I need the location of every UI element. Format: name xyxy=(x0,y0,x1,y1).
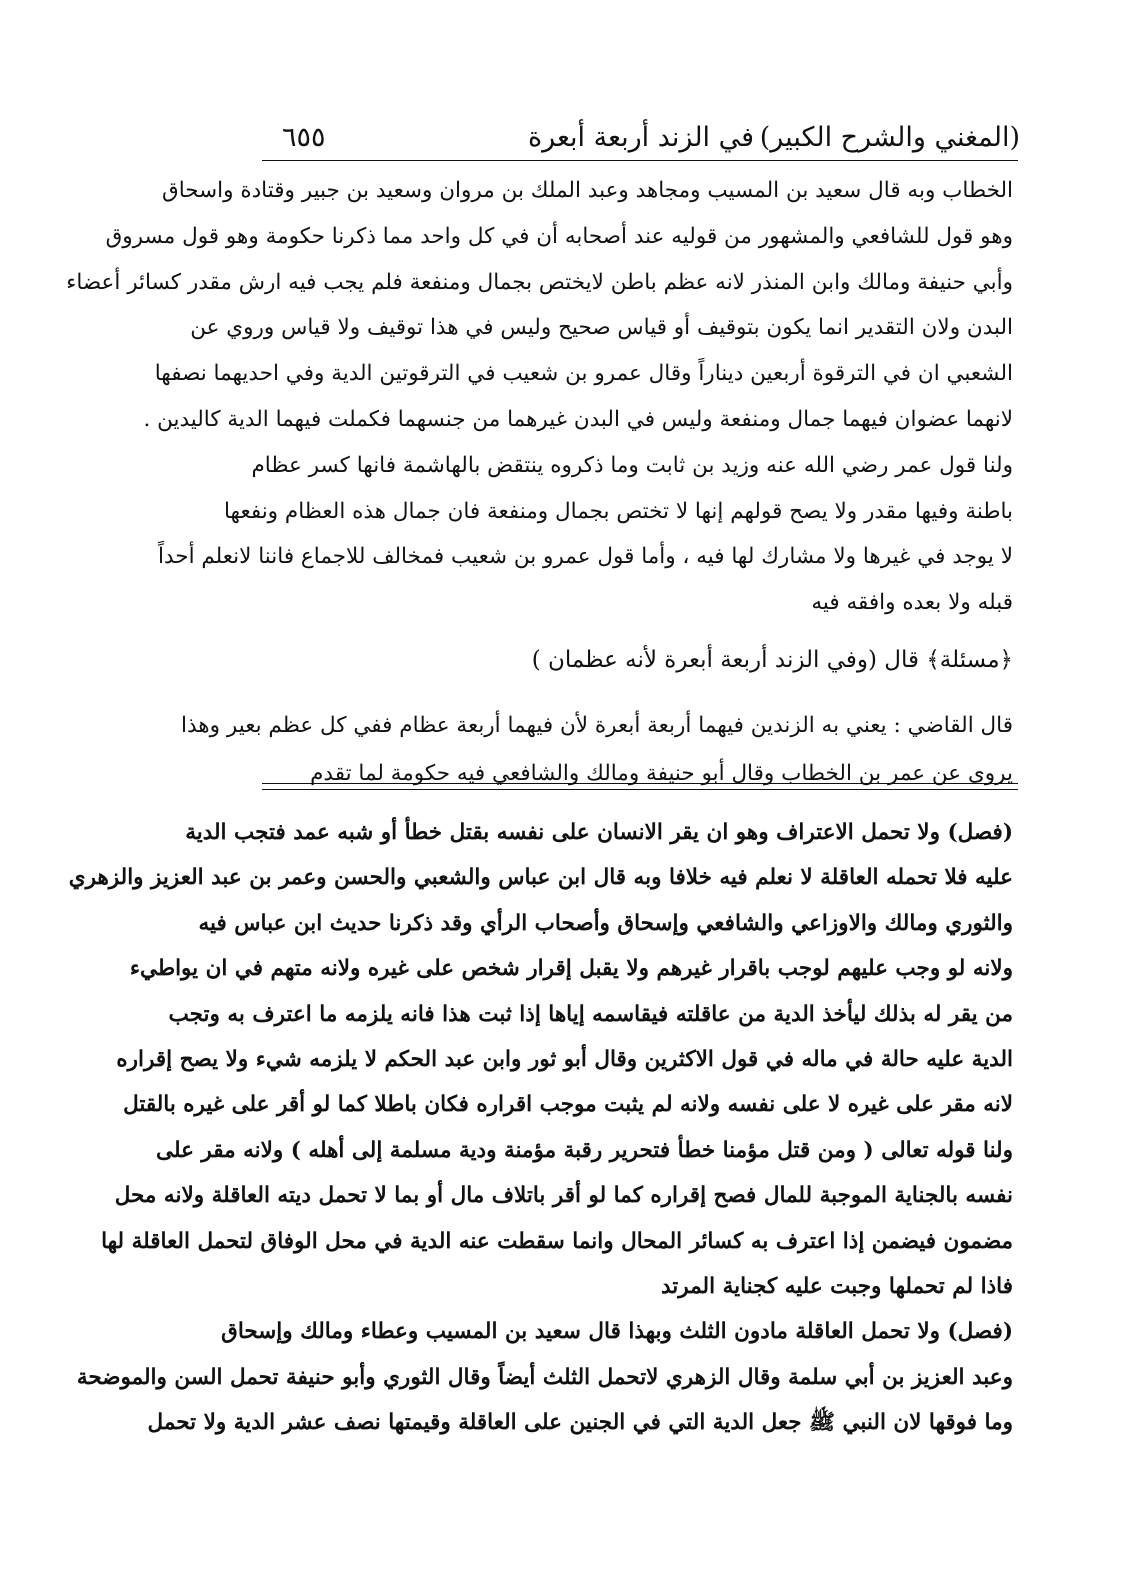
text-line: مضمون فيضمن إذا اعترف به كسائر المحال وانما سقطت عنه الدية في محل الوفاق لتحمل العاقلة لها xyxy=(101,1228,1013,1254)
text-line: عليه فلا تحمله العاقلة لا نعلم فيه خلافا وبه قال ابن عباس والشعبي والحسن وعمر بن عبد العزيز والزهري xyxy=(68,865,1013,891)
book-title: (المغني والشرح الكبير) xyxy=(759,122,1020,153)
text-line: الخطاب وبه قال سعيد بن المسيب ومجاهد وعبد الملك بن مروان وسعيد بن جبير وقتادة واسحاق xyxy=(162,178,1013,203)
text-line: ولنا قوله تعالى ( ومن قتل مؤمنا خطأ فتحرير رقبة مؤمنة ودية مسلمة إلى أهله ) ولانه مقر على xyxy=(156,1137,1013,1163)
main-text-upper xyxy=(66,168,1013,626)
text-line: نفسه بالجناية الموجبة للمال فصح إقراره كما لو أقر باتلاف مال أو بما لا تحمل ديته العاقلة ولانه محل xyxy=(114,1183,1013,1209)
header-rule xyxy=(262,160,1018,161)
text-line: البدن ولان التقدير انما يكون بتوقيف أو قياس صحيح وليس في هذا توقيف ولا قياس وروي عن xyxy=(190,315,1013,341)
text-line: الدية عليه حالة في ماله في قول الاكثرين وقال أبو ثور وابن عبد الحكم لا يلزمه شيء ولا يصح إقراره xyxy=(116,1046,1013,1072)
text-line: فاذا لم تحملها وجبت عليه كجناية المرتد xyxy=(661,1273,1013,1299)
text-line: يروى عن عمر بن الخطاب وقال أبو حنيفة ومالك والشافعي فيه حكومة لما تقدم xyxy=(310,761,1013,786)
text-line: وأبي حنيفة ومالك وابن المنذر لانه عظم باطن لايختص بجمال ومنفعة فلم يجب فيه ارش مقدر كسائر أعضاء xyxy=(66,269,1013,295)
page-number: ٦٥٥ xyxy=(282,122,326,153)
text-line: الشعبي ان في الترقوة أربعين ديناراً وقال عمرو بن شعيب في الترقوتين الدية وفي احديهما نصفها xyxy=(154,361,1013,387)
text-line: ولنا قول عمر رضي الله عنه وزيد بن ثابت وما ذكروه ينتقض بالهاشمة فانها كسر عظام xyxy=(251,452,1013,478)
text-line: قال القاضي : يعني به الزندين فيهما أربعة أبعرة لأن فيهما أربعة عظام ففي كل عظم بعير وهذا xyxy=(181,713,1013,738)
text-line: (فصل) ولا تحمل العاقلة مادون الثلث وبهذا قال سعيد بن المسيب وعطاء ومالك وإسحاق xyxy=(221,1319,1013,1345)
running-topic: في الزند أربعة أبعرة xyxy=(527,122,755,153)
text-line: وهو قول للشافعي والمشهور من قوليه عند أصحابه أن في كل واحد مما ذكرنا حكومة وهو قول مسروق xyxy=(105,223,1013,249)
text-line: باطنة وفيها مقدر ولا يصح قولهم إنها لا تختص بجمال ومنفعة فان جمال هذه العظام ونفعها xyxy=(223,498,1013,524)
text-line: وما فوقها لان النبي ﷺ جعل الدية التي في الجنين على العاقلة وقيمتها نصف عشر الدية ولا تحمل xyxy=(147,1410,1013,1436)
text-line: والثوري ومالك والاوزاعي والشافعي وإسحاق وأصحاب الرأي وقد ذكرنا حديث ابن عباس فيه xyxy=(198,910,1013,936)
main-text-lower xyxy=(68,810,1013,1445)
text-line: لا يوجد في غيرها ولا مشارك لها فيه ، وأما قول عمرو بن شعيب فمخالف للاجماع فاننا لانعلم أحداً xyxy=(158,544,1013,570)
masala-heading: ﴿مسئلة﴾ قال (وفي الزند أربعة أبعرة لأنه عظمان ) xyxy=(531,647,1013,673)
text-line: لانه مقر على غيره لا على نفسه ولانه لم يثبت موجب اقراره فكان باطلا كما لو أقر على غيره بالقتل xyxy=(123,1092,1013,1118)
text-line: قبله ولا بعده وافقه فيه xyxy=(811,590,1013,616)
text-line: وعبد العزيز بن أبي سلمة وقال الزهري لاتحمل الثلث أيضاً وقال الثوري وأبو حنيفة تحمل السن والموضحة xyxy=(76,1364,1013,1390)
text-line: من يقر له بذلك ليأخذ الدية من عاقلته فيقاسمه إياها إذا ثبت هذا فانه يلزمه ما اعترف به وتجب xyxy=(168,1001,1013,1027)
text-line: (فصل) ولا تحمل الاعتراف وهو ان يقر الانسان على نفسه بقتل خطأ أو شبه عمد فتجب الدية xyxy=(185,820,1013,845)
text-line: لانهما عضوان فيهما جمال ومنفعة وليس في البدن غيرهما من جنسهما فكملت فيهما الدية كاليدين . xyxy=(143,406,1013,432)
text-line: ولانه لو وجب عليهم لوجب باقرار غيرهم ولا يقبل إقرار شخص على غيره ولانه متهم في ان يواطيء xyxy=(129,956,1013,982)
section-divider xyxy=(262,783,1018,790)
page-header xyxy=(262,112,1020,164)
